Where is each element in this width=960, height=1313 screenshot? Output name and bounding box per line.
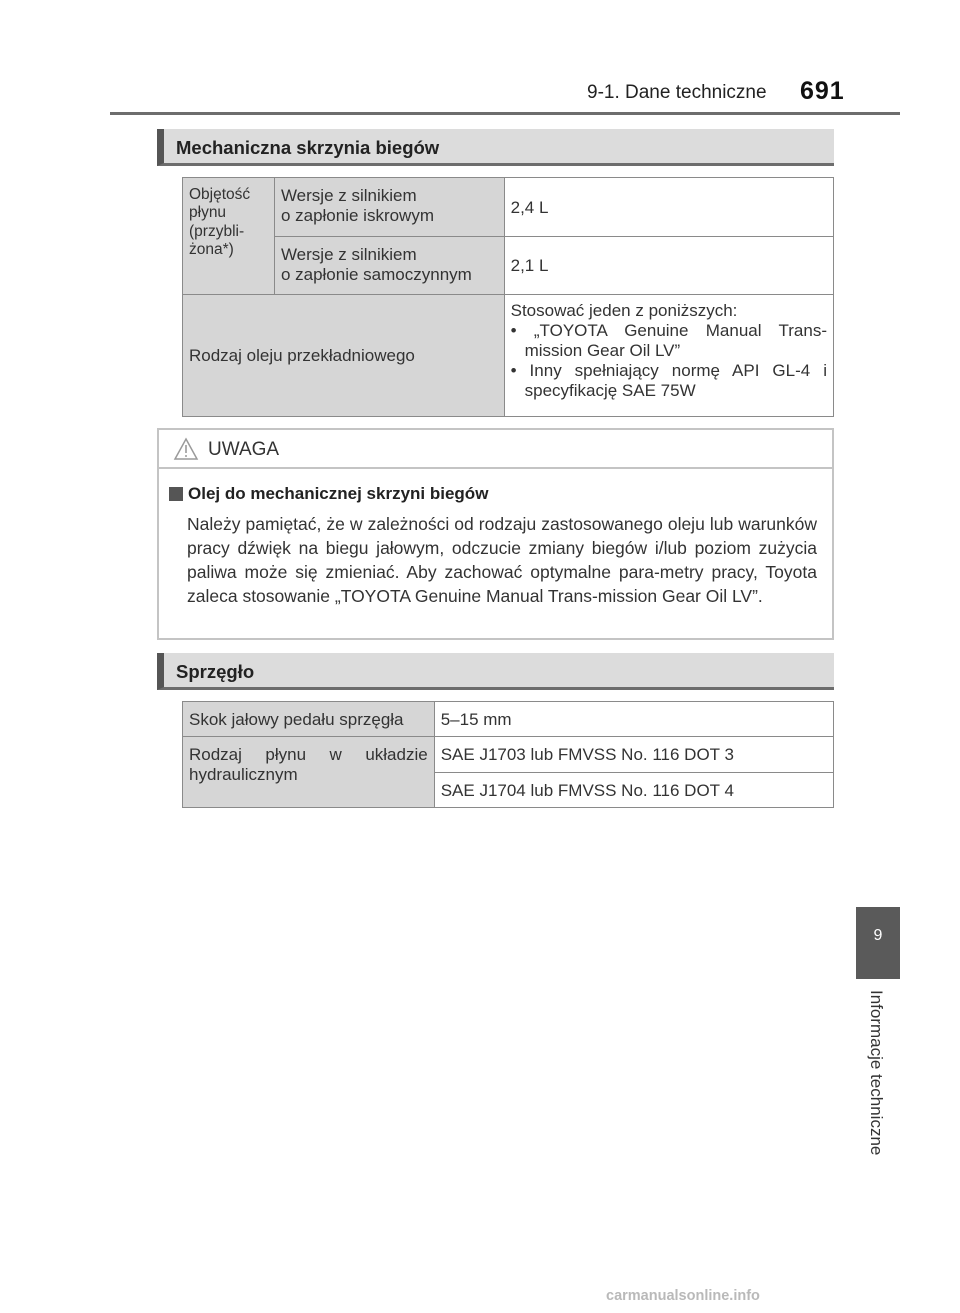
table-row — [183, 702, 834, 737]
chapter-label: Informacje techniczne — [867, 990, 886, 1156]
hydraulic-fluid-label — [183, 737, 435, 808]
square-bullet-icon — [169, 487, 183, 501]
fluid-label-line: (przybli- — [189, 222, 245, 240]
caution-header — [159, 430, 832, 469]
section-heading-clutch-text: Sprzęgło — [176, 661, 255, 682]
watermark: carmanualsonline.info — [606, 1288, 760, 1304]
caution-body: Należy pamiętać, że w zależności od rodzaju zastosowanego oleju lub warunków pracy dźwięk na biegu jałowym, odczucie zmiany biegów i/lub poziom zużycia paliwa może się zmieniać. Aby zachować optymalne para-metry pracy, Toyota zaleca stosowanie „TOYOTA Genuine Manual Trans-mission Gear Oil LV”. — [187, 514, 817, 607]
variant-petrol — [274, 178, 504, 237]
oil-intro: Stosować jeden z poniższych: — [510, 301, 738, 320]
caution-title: UWAGA — [208, 439, 280, 460]
value-diesel: 2,1 L — [504, 237, 833, 295]
free-play-value: 5–15 mm — [434, 702, 833, 737]
gearbox-spec-table — [182, 177, 834, 417]
fluid-label-line: Objętość — [189, 186, 251, 203]
section-heading-gearbox-text: Mechaniczna skrzynia biegów — [176, 137, 440, 158]
header-rule — [110, 112, 900, 115]
list-item: • „TOYOTA Genuine Manual Trans-mission Gear Oil LV” — [510, 321, 827, 361]
fluid-label-line: hydraulicznym — [189, 765, 298, 785]
variant-diesel — [274, 237, 504, 295]
variant-line: o zapłonie iskrowym — [280, 206, 434, 226]
table-row — [183, 737, 834, 773]
variant-line: Wersje z silnikiem — [280, 186, 417, 205]
variant-line: Wersje z silnikiem — [280, 245, 417, 264]
chapter-tab — [856, 907, 900, 979]
fluid-label-line: żona*) — [189, 240, 234, 258]
section-heading-clutch — [157, 653, 834, 690]
page-number: 691 — [800, 77, 845, 105]
list-item: • Inny spełniający normę API GL-4 i specyfikację SAE 75W — [510, 361, 827, 401]
hydraulic-fluid-value: SAE J1704 lub FMVSS No. 116 DOT 4 — [434, 773, 833, 808]
oil-type-value — [504, 295, 833, 417]
fluid-capacity-label — [183, 178, 275, 295]
variant-line: o zapłonie samoczynnym — [280, 265, 472, 285]
table-row — [183, 178, 834, 237]
header-section-title: 9-1. Dane techniczne — [587, 82, 767, 103]
oil-type-label: Rodzaj oleju przekładniowego — [183, 295, 505, 417]
table-row — [183, 295, 834, 417]
table-row — [183, 237, 834, 295]
section-heading-gearbox — [157, 129, 834, 166]
value-petrol: 2,4 L — [504, 178, 833, 237]
fluid-label-line: Rodzaj płynu w układzie — [189, 745, 428, 765]
caution-box — [157, 428, 834, 640]
fluid-label-line: płynu — [189, 204, 227, 222]
warning-triangle-icon — [173, 437, 199, 461]
clutch-spec-table — [182, 701, 834, 808]
free-play-label: Skok jałowy pedału sprzęgła — [183, 702, 435, 737]
chapter-number: 9 — [873, 927, 883, 944]
hydraulic-fluid-value: SAE J1703 lub FMVSS No. 116 DOT 3 — [434, 737, 833, 773]
caution-subtitle: Olej do mechanicznej skrzyni biegów — [188, 484, 489, 503]
